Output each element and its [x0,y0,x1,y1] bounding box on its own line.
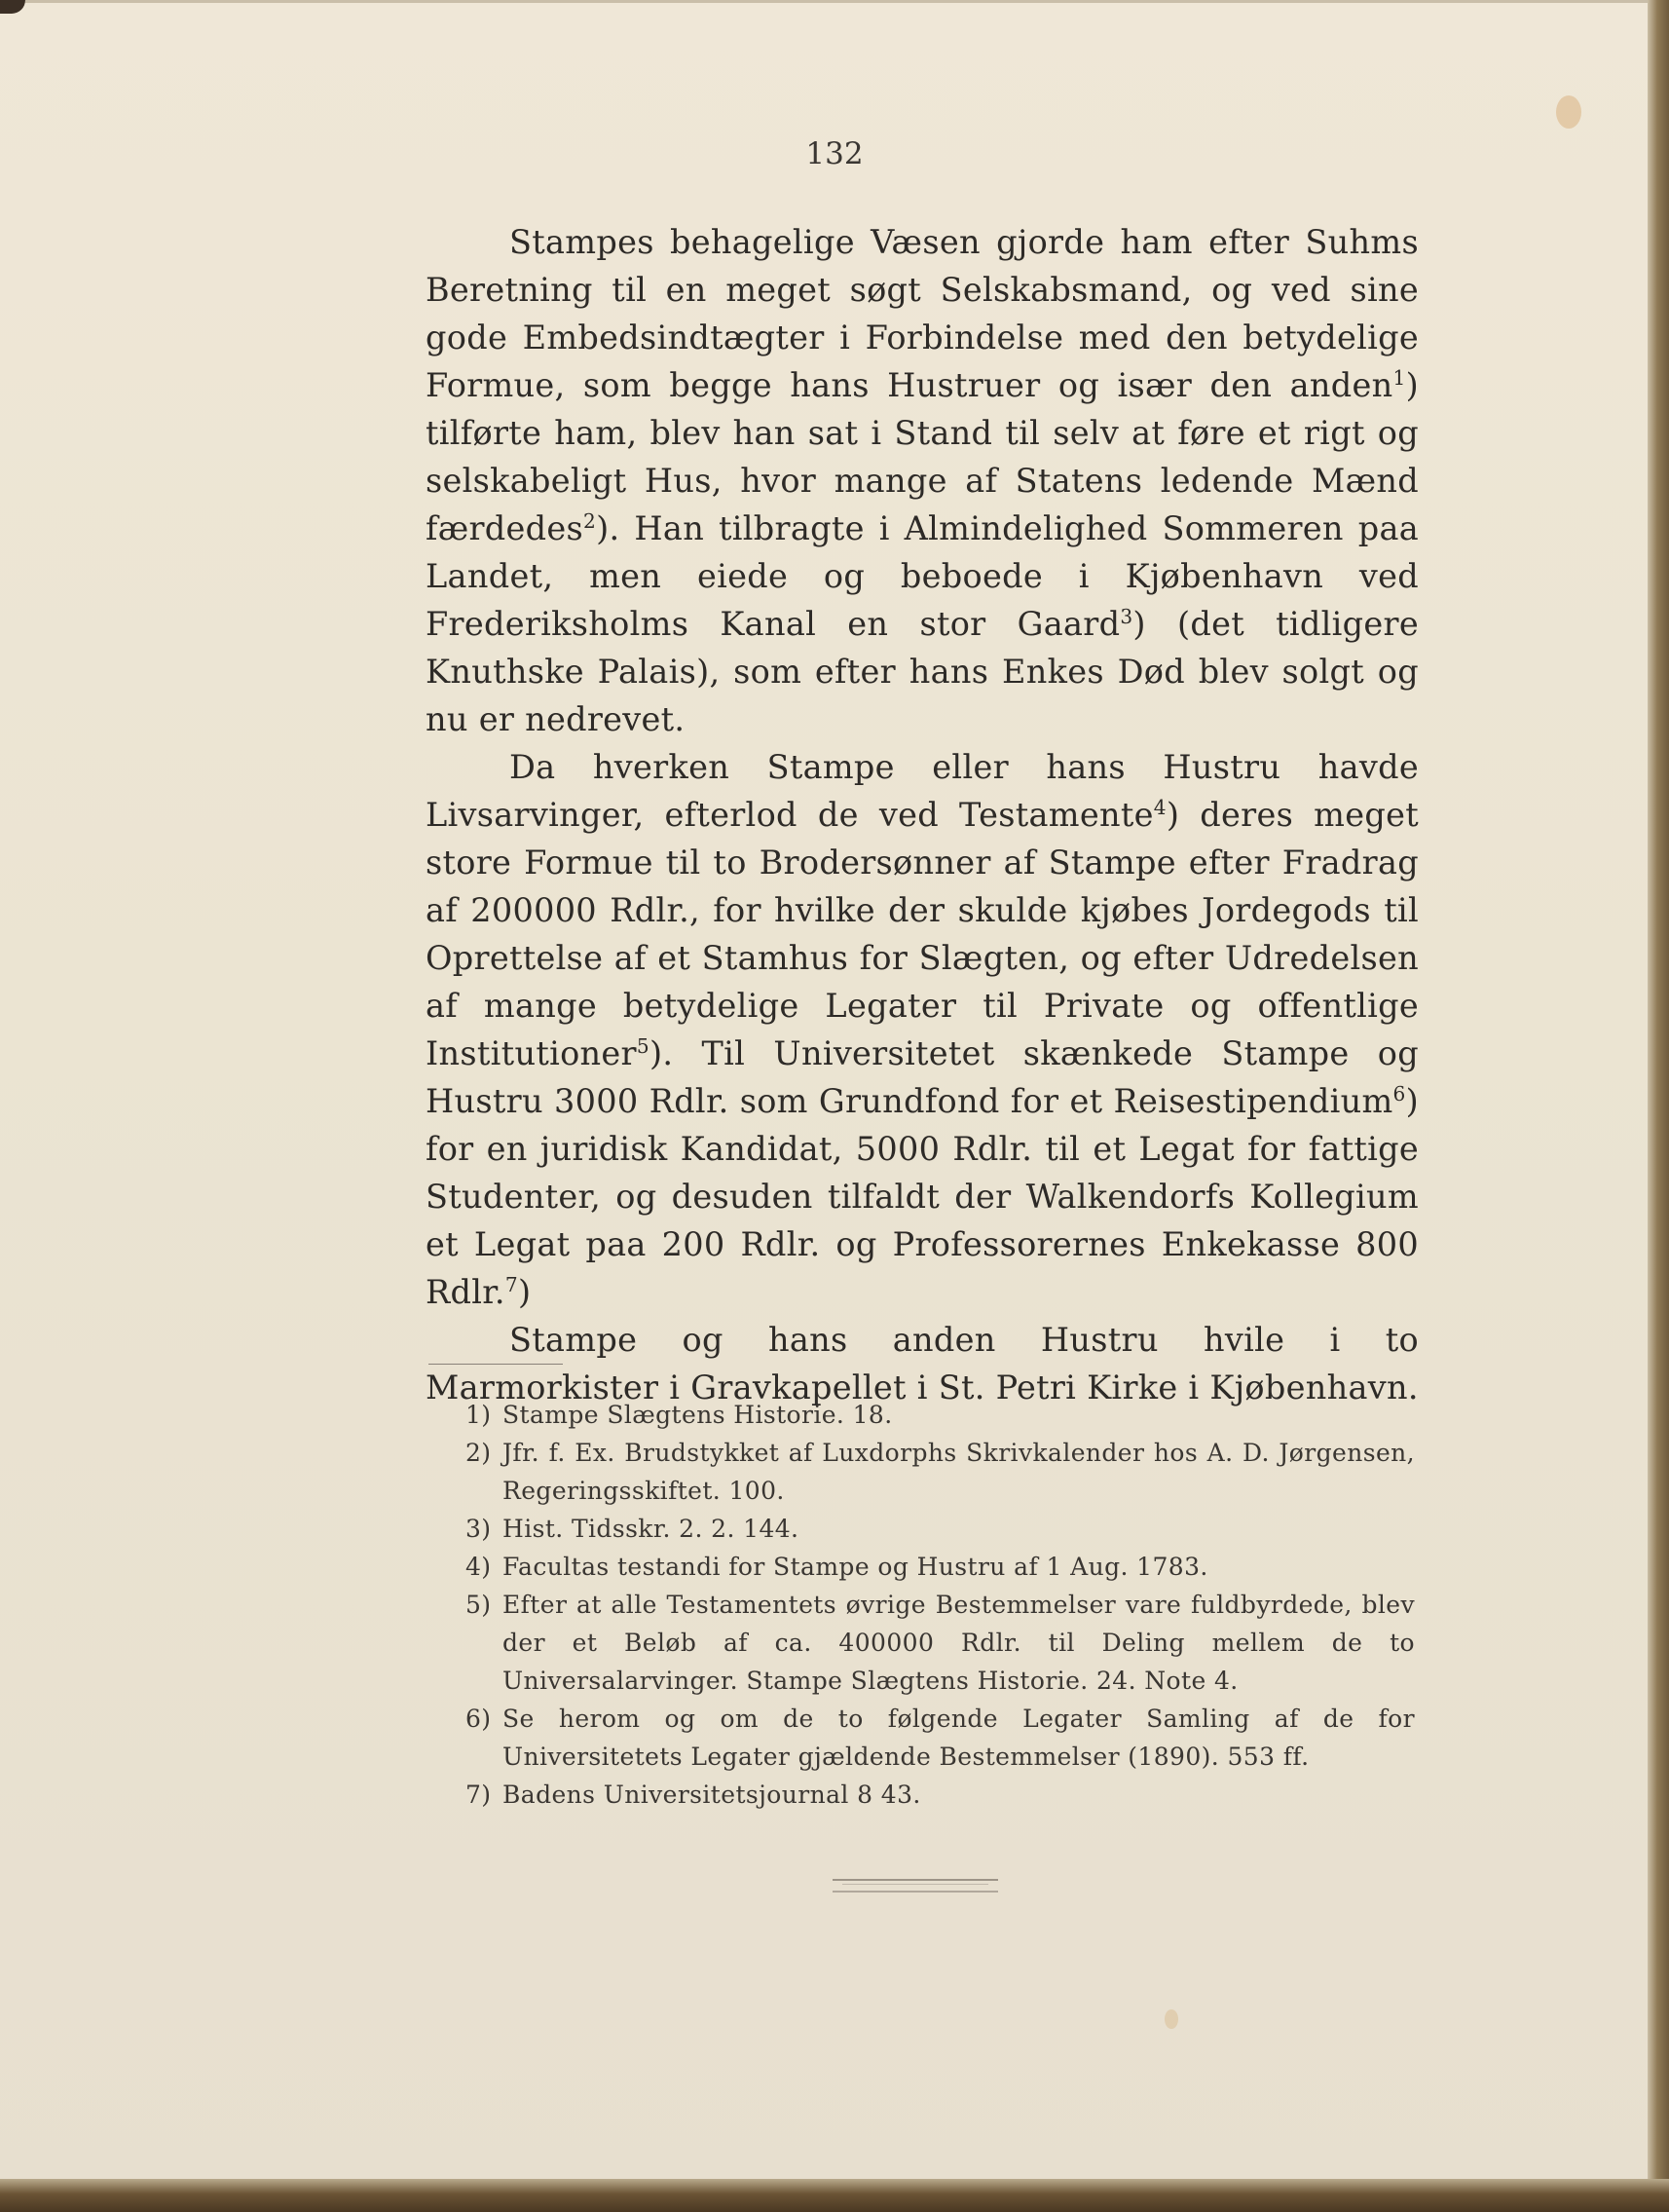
paragraph-text: ). Til Universitetet skænkede Stampe og Hustru 3000 Rdlr. som Grundfond for et Reisestipendium [426,1034,1419,1120]
footnote-separator [428,1364,563,1365]
footnote-mark: 1) [465,1401,492,1429]
footnote-text: Efter at alle Testamentets øvrige Bestemmelser vare fuldbyrdede, blev der et Beløb af ca. 400000 Rdlr. til Deling mellem de to Universalarvinger. Stampe Slægtens Historie. 24. Note 4. [502,1591,1415,1695]
footnote [465,1396,1415,1434]
footnote [465,1700,1415,1776]
footnote-text: Jfr. f. Ex. Brudstykket af Luxdorphs Skrivkalender hos A. D. Jørgensen, Regeringsskiftet. 100. [502,1439,1415,1505]
footnote-text: Facultas testandi for Stampe og Hustru af 1 Aug. 1783. [502,1553,1208,1581]
footnote-reference: 2 [583,508,597,533]
page-corner-shadow [0,0,25,14]
footnote-reference: 6 [1392,1081,1406,1106]
footnote-mark: 3) [465,1515,492,1543]
footnote-text: Hist. Tidsskr. 2. 2. 144. [502,1515,799,1543]
paragraph-text: Stampe og hans anden Hustru hvile i to Marmorkister i Gravkapellet i St. Petri Kirke i Kjøbenhavn. [426,1321,1419,1406]
footnote-mark: 5) [465,1591,492,1619]
end-ornament [833,1879,998,1893]
footnote-mark: 4) [465,1553,492,1581]
paragraph-text: ) tilførte ham, blev han sat i Stand til selv at føre et rigt og selskabeligt Hus, hvor mange af Statens ledende Mænd færdedes [426,366,1419,547]
footnote-text: Se herom og om de to følgende Legater Samling af de for Universitetets Legater gjældende Bestemmelser (1890). 553 ff. [502,1705,1415,1771]
footnote [465,1776,1415,1814]
top-edge-line [25,0,1651,3]
paragraph-text: ). Han tilbragte i Almindelighed Sommeren paa Landet, men eiede og beboede i Kjøbenhavn ved Frederiksholms Kanal en stor Gaard [426,509,1419,643]
footnote [465,1510,1415,1548]
paragraph-text: Da hverken Stampe eller hans Hustru havde Livsarvinger, efterlod de ved Testamente [426,748,1419,834]
footnote-mark: 2) [465,1439,492,1467]
paragraph-text: ) [517,1273,532,1311]
footnote-reference: 3 [1120,604,1133,628]
book-right-edge [1648,0,1669,2212]
footnote-mark: 7) [465,1781,492,1809]
page-number: 132 [805,136,864,171]
footnote-reference: 1 [1392,365,1406,390]
paragraph [426,743,1419,1316]
footnote-text: Stampe Slægtens Historie. 18. [502,1401,893,1429]
paragraph-text: Stampes behagelige Væsen gjorde ham efter Suhms Beretning til en meget søgt Selskabsmand, og ved sine gode Embedsindtægter i Forbindelse med den betydelige Formue, som begge hans Hustruer og især den anden [426,223,1419,404]
book-bottom-edge [0,2179,1669,2212]
paper-stain [1165,2009,1178,2029]
footnote [465,1586,1415,1700]
paragraph [426,218,1419,743]
footnote-reference: 4 [1153,795,1167,819]
paper-stain [1556,95,1581,129]
footnote-text: Badens Universitetsjournal 8 43. [502,1781,921,1809]
footnote-mark: 6) [465,1705,492,1733]
footnote [465,1434,1415,1510]
paragraph-text: ) deres meget store Formue til to Brodersønner af Stampe efter Fradrag af 200000 Rdlr., for hvilke der skulde kjøbes Jordegods til Oprettelse af et Stamhus for Slægten, og efter Udredelsen af mange betydelige Legater til Private og offentlige Institutioner [426,796,1420,1072]
footnote-reference: 5 [636,1033,649,1058]
paragraph-text: ) for en juridisk Kandidat, 5000 Rdlr. til et Legat for fattige Studenter, og desuden tilfaldt der Walkendorfs Kollegium et Legat paa 200 Rdlr. og Professorernes Enkekasse 800 Rdlr. [426,1082,1419,1311]
paragraph-text: ) (det tidligere Knuthske Palais), som efter hans Enkes Død blev solgt og nu er nedrevet. [426,605,1419,738]
footnotes [465,1396,1415,1814]
footnote-reference: 7 [504,1272,518,1296]
footnote [465,1548,1415,1586]
main-text [426,218,1419,1411]
